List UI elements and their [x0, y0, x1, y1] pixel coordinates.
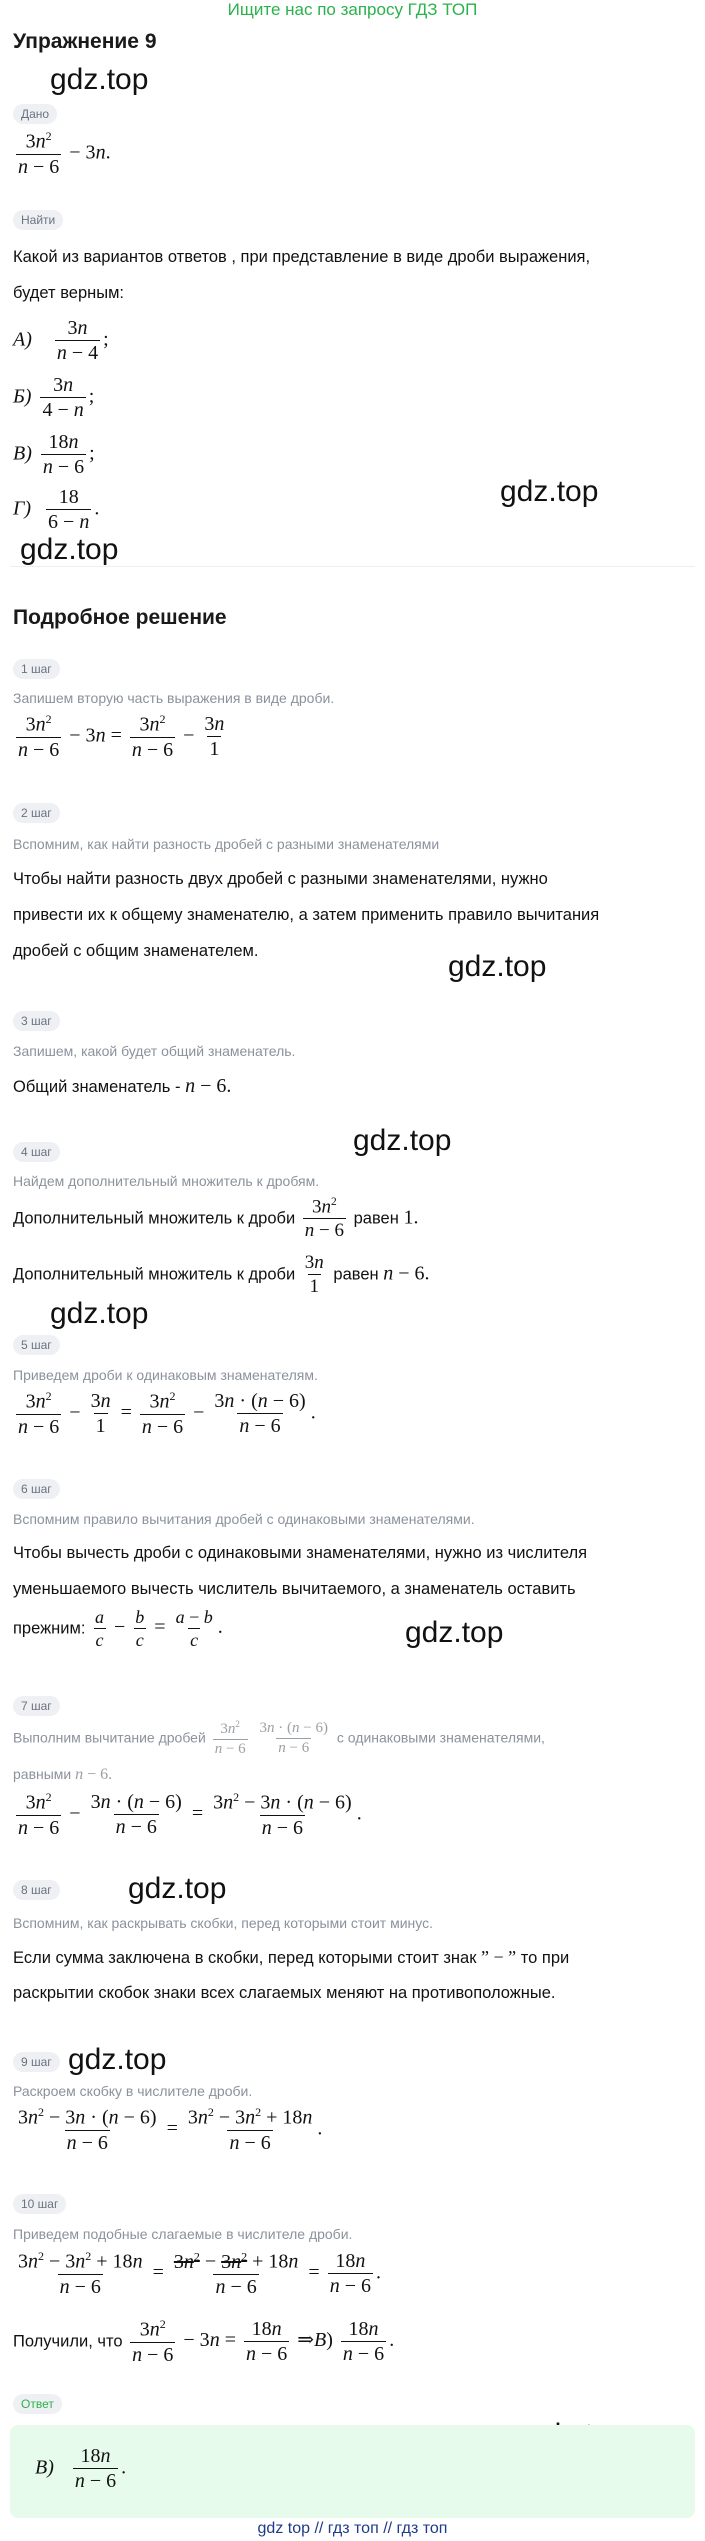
step6-text-3: прежним: $\frac{a}{c}$ − $\frac{b}{c}$ = $\frac{a - b}{c}$ .	[13, 1607, 223, 1650]
watermark: gdz.top	[128, 1872, 227, 1905]
step6-text-2: уменьшаемого вычесть числитель вычитаемого, а знаменатель оставить	[13, 1580, 576, 1598]
step2-text-3: дробей с общим знаменателем.	[13, 942, 259, 960]
given-expression: $\frac{3n^2}{n - 6}$ − 3n.	[18, 129, 111, 178]
watermark: gdz.top	[448, 950, 547, 983]
step-tag: 6 шаг	[13, 1479, 60, 1499]
step7-hint-a: Выполним вычитание дробей	[13, 1729, 206, 1746]
watermark: gdz.top	[68, 2043, 167, 2076]
given-tag: Дано	[13, 104, 57, 124]
step7-formula: $\frac{3n^2}{n - 6}$ − $\frac{3n \cdot (n - 6)}{n - 6}$ = $\frac{3n^2 - 3n \cdot (n - 6)}{n - 6}$ .	[18, 1790, 362, 1839]
find-tag: Найти	[13, 210, 63, 230]
step10-formula: $\frac{3n^2 - 3n^2 + 18n}{n - 6}$ = $\frac{3n^2 - 3n^2 + 18n}{n - 6}$ = $\frac{18n}{n - 6}$ .	[18, 2249, 381, 2298]
step7-hint: Выполним вычитание дробей $\frac{3n^2}{n - 6}$ $\frac{3n \cdot (n - 6)}{n - 6}$ с одинаковыми знаменателями,	[13, 1719, 545, 1757]
step6-text-1: Чтобы вычесть дроби с одинаковыми знаменателями, нужно из числителя	[13, 1544, 588, 1562]
step-hint: Запишем вторую часть выражения в виде дроби.	[13, 690, 335, 706]
step4-line-1: Дополнительный множитель к дроби $\frac{3n^2}{n - 6}$ равен 1.	[13, 1196, 419, 1242]
detailed-solution-heading: Подробное решение	[13, 606, 227, 629]
step-hint: Запишем, какой будет общий знаменатель.	[13, 1043, 296, 1059]
watermark: gdz.top	[500, 475, 599, 508]
watermark: gdz.top	[50, 63, 149, 96]
step-hint: Вспомним правило вычитания дробей с одинаковыми знаменателями.	[13, 1511, 475, 1527]
top-banner[interactable]: Ищите нас по запросу ГДЗ ТОП	[227, 0, 478, 19]
footer-links[interactable]: gdz top // гдз топ // гдз топ	[257, 2520, 448, 2537]
step-tag: 10 шаг	[13, 2194, 66, 2214]
step4-label: Дополнительный множитель к дроби	[13, 1209, 296, 1228]
step4-equals: равен	[353, 1209, 399, 1228]
option-label: Г)	[13, 497, 32, 520]
step2-text-2: привести их к общему знаменателю, а затем применить правило вычитания	[13, 906, 600, 924]
step10-label: Получили, что	[13, 2332, 123, 2351]
option-a: А) $\frac{3n}{n - 4}$ ;	[13, 317, 109, 364]
question-line-1: Какой из вариантов ответов , при представление в виде дроби выражения,	[13, 248, 591, 266]
step10-conclusion: Получили, что $\frac{3n^2}{n - 6}$ − 3n = $\frac{18n}{n - 6}$ ⇒В) $\frac{18n}{n - 6}$ .	[13, 2317, 395, 2366]
step2-text-1: Чтобы найти разность двух дробей с разными знаменателями, нужно	[13, 870, 548, 888]
step7-hint-c: равными	[13, 1766, 72, 1782]
page-title: Упражнение 9	[13, 30, 157, 53]
step-tag: 3 шаг	[13, 1011, 60, 1031]
step8-text-2: раскрытии скобок знаки всех слагаемых меняют на противоположные.	[13, 1984, 556, 2002]
step-hint: Вспомним, как найти разность дробей с разными знаменателями	[13, 836, 440, 852]
step-hint: Раскроем скобку в числителе дроби.	[13, 2083, 253, 2099]
divider	[10, 566, 695, 567]
step-tag: 5 шаг	[13, 1335, 60, 1355]
step-tag: 4 шаг	[13, 1142, 60, 1162]
step-hint: Вспомним, как раскрывать скобки, перед которыми стоит минус.	[13, 1915, 433, 1931]
step7-hint-b: с одинаковыми знаменателями,	[336, 1729, 545, 1746]
step-tag: 9 шаг	[13, 2052, 60, 2072]
watermark: gdz.top	[20, 533, 119, 566]
option-label: Б)	[13, 385, 32, 408]
option-label: В)	[13, 442, 32, 465]
answer-option: В)	[35, 2456, 54, 2479]
watermark: gdz.top	[50, 1297, 149, 1330]
step4-line-2: Дополнительный множитель к дроби $\frac{3n}{1}$ равен n − 6.	[13, 1252, 430, 1297]
watermark: gdz.top	[405, 1616, 504, 1649]
option-b: Б) $\frac{3n}{4 - n}$ ;	[13, 374, 95, 421]
step8-label-b: то при	[520, 1949, 570, 1967]
step-tag: 8 шаг	[13, 1880, 60, 1900]
step8-label-a: Если сумма заключена в скобки, перед которыми стоит знак	[13, 1949, 477, 1967]
step8-text-1: Если сумма заключена в скобки, перед которыми стоит знак ” − ” то при	[13, 1947, 570, 1967]
step4-label: Дополнительный множитель к дроби	[13, 1265, 296, 1284]
step9-formula: $\frac{3n^2 - 3n \cdot (n - 6)}{n - 6}$ = $\frac{3n^2 - 3n^2 + 18n}{n - 6}$ .	[18, 2105, 323, 2154]
step5-formula: $\frac{3n^2}{n - 6}$ − $\frac{3n}{1}$ = $\frac{3n^2}{n - 6}$ − $\frac{3n \cdot (n - 6)}{n - 6}$ .	[18, 1389, 316, 1438]
step-hint: Приведем подобные слагаемые в числителе дроби.	[13, 2226, 353, 2242]
step3-label: Общий знаменатель -	[13, 1078, 181, 1096]
step6-label: прежним:	[13, 1619, 86, 1638]
option-label: А)	[13, 328, 32, 351]
answer-value: В) $\frac{18n}{n - 6}$ .	[35, 2445, 127, 2492]
answer-tag: Ответ	[13, 2394, 62, 2414]
step-tag: 7 шаг	[13, 1696, 60, 1716]
step-hint: Найдем дополнительный множитель к дробям.	[13, 1173, 320, 1189]
watermark: gdz.top	[353, 1124, 452, 1157]
step-tag: 2 шаг	[13, 803, 60, 823]
step-tag: 1 шаг	[13, 659, 60, 679]
step1-formula: $\frac{3n^2}{n - 6}$ − 3n = $\frac{3n^2}{n - 6}$ − $\frac{3n}{1}$	[18, 712, 225, 761]
step7-hint-2: равными n − 6.	[13, 1766, 113, 1783]
option-c: В) $\frac{18n}{n - 6}$ ;	[13, 431, 95, 478]
step3-text: Общий знаменатель - n − 6.	[13, 1075, 232, 1097]
step-hint: Приведем дроби к одинаковым знаменателям.	[13, 1367, 318, 1383]
option-d: Г) $\frac{18}{6 - n}$ .	[13, 486, 100, 533]
step4-equals: равен	[333, 1265, 379, 1284]
question-line-2: будет верным:	[13, 284, 125, 302]
